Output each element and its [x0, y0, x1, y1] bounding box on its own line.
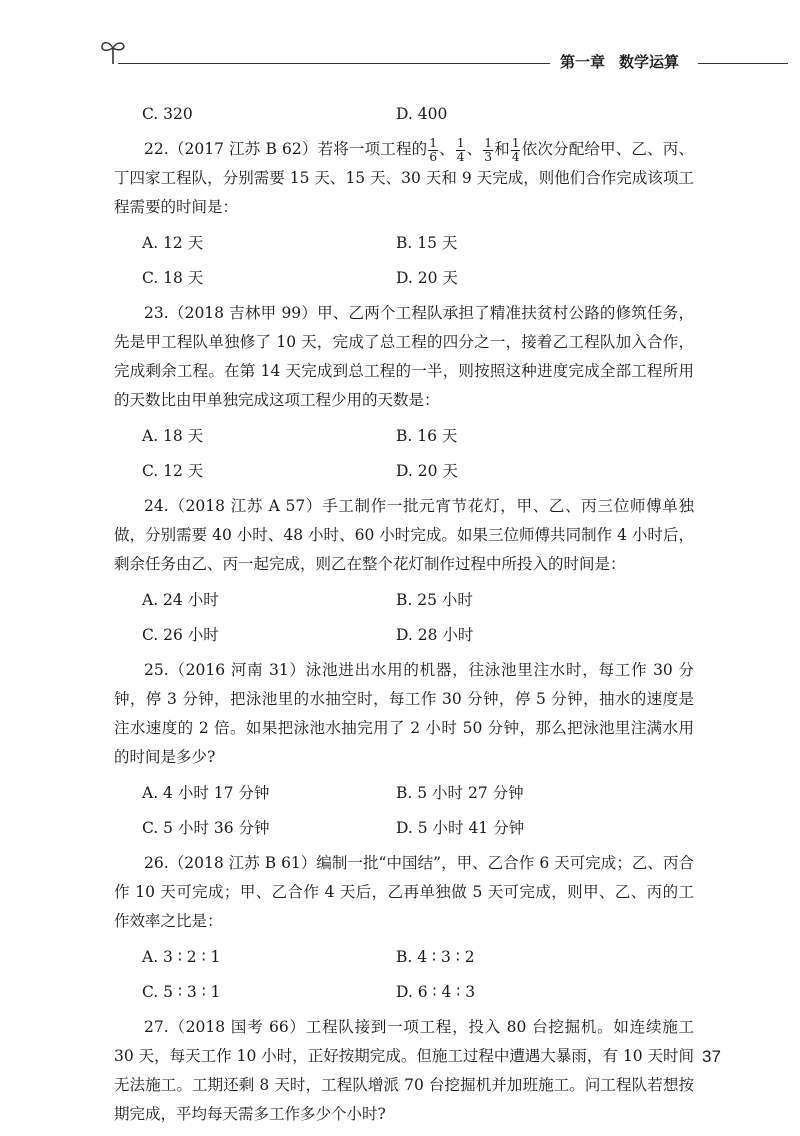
page-content: [114, 100, 694, 1136]
q24-option-c: C. 26 小时: [142, 626, 219, 644]
header-rule-right: [698, 63, 788, 64]
fraction-1-3: $\frac{1}{3}$: [484, 135, 492, 164]
fraction-1-6: $\frac{1}{6}$: [429, 135, 437, 164]
chapter-title: 数学运算: [619, 53, 680, 71]
q22-options-row-2: [114, 264, 694, 292]
q24-option-b: B. 25 小时: [396, 591, 473, 609]
header-rule-left: [118, 63, 550, 64]
question-22: 22.（2017 江苏 B 62）若将一项工程的 $\frac{1}{6}$ 、 $\frac{1}{4}$ 、 $\frac{1}{3}$ 和 $\frac{1}{4}$ 依次分配给甲、乙、丙、丁四家工程队，分别需要 15 天、15 天、30 天和 9 天完成，则他们合作完成该项工程需要的时间是：: [114, 135, 694, 216]
q23-option-a: A. 18 天: [142, 427, 204, 445]
q25-options-row-1: [114, 779, 694, 807]
q21-options-row: [114, 100, 694, 128]
q23-option-d: D. 20 天: [396, 462, 458, 480]
q25-option-d: D. 5 小时 41 分钟: [396, 819, 525, 837]
q26-option-a: A. 3 ∶ 2 ∶ 1: [142, 948, 221, 966]
question-27: 27.（2018 国考 66）工程队接到一项工程，投入 80 台挖掘机。如连续施工 30 天，每天工作 10 小时，正好按期完成。但施工过程中遭遇大暴雨，有 10 天时间无法施工。工期还剩 8 天时，工程队增派 70 台挖掘机并加班施工。问工程队若想按期完成，平均每天需多工作多少个小时?: [114, 1018, 694, 1123]
q22-option-c: C. 18 天: [142, 269, 204, 287]
q24-options-row-1: [114, 586, 694, 614]
q26-option-c: C. 5 ∶ 3 ∶ 1: [142, 983, 221, 1001]
fraction-1-4: $\frac{1}{4}$: [456, 135, 465, 164]
q23-options-row-1: [114, 422, 694, 450]
q25-options-row-2: [114, 814, 694, 842]
q23-option-b: B. 16 天: [396, 427, 458, 445]
question-24: 24.（2018 江苏 A 57）手工制作一批元宵节花灯，甲、乙、丙三位师傅单独做，分别需要 40 小时、48 小时、60 小时完成。如果三位师傅共同制作 4 小时后，剩余任务由乙、丙一起完成，则乙在整个花灯制作过程中所投入的时间是：: [114, 497, 694, 573]
q22-option-b: B. 15 天: [396, 234, 458, 252]
sprout-icon: [98, 36, 128, 66]
q22-prefix: 22.（2017 江苏 B 62）若将一项工程的: [144, 140, 428, 158]
chapter-number: 第一章: [560, 53, 606, 71]
chapter-heading: [560, 51, 693, 72]
q25-option-b: B. 5 小时 27 分钟: [396, 784, 524, 802]
q22-options-row-1: [114, 229, 694, 257]
q26-options-row-2: [114, 978, 694, 1006]
q21-option-d: D. 400: [396, 105, 448, 123]
q24-options-row-2: [114, 621, 694, 649]
question-25: 25.（2016 河南 31）泳池进出水用的机器，往泳池里注水时，每工作 30 分钟，停 3 分钟，把泳池里的水抽空时，每工作 30 分钟，停 5 分钟，抽水的速度是注水速度的 2 倍。如果把泳池水抽完用了 2 小时 50 分钟，那么把泳池里注满水用的时间是多少?: [114, 661, 694, 766]
q26-options-row-1: [114, 943, 694, 971]
page-number: 37: [702, 1047, 721, 1066]
q23-options-row-2: [114, 457, 694, 485]
q21-option-c: C. 320: [142, 105, 193, 123]
q24-option-d: D. 28 小时: [396, 626, 474, 644]
q26-option-d: D. 6 ∶ 4 ∶ 3: [396, 983, 476, 1001]
q25-option-c: C. 5 小时 36 分钟: [142, 819, 270, 837]
page-header: [0, 0, 800, 80]
q23-option-c: C. 12 天: [142, 462, 204, 480]
q25-option-a: A. 4 小时 17 分钟: [142, 784, 270, 802]
question-23: 23.（2018 吉林甲 99）甲、乙两个工程队承担了精准扶贫村公路的修筑任务，先是甲工程队单独修了 10 天，完成了总工程的四分之一，接着乙工程队加入合作，完成剩余工程。在第 14 天完成到总工程的一半，则按照这种进度完成全部工程所用的天数比由甲单独完成这项工程少用的天数是：: [114, 304, 694, 409]
q22-option-a: A. 12 天: [142, 234, 204, 252]
q22-suffix: 依次分配给甲、乙、丙、丁四家工程队，分别需要 15 天、15 天、30 天和 9 天完成，则他们合作完成该项工程需要的时间是：: [114, 140, 694, 216]
q26-option-b: B. 4 ∶ 3 ∶ 2: [396, 948, 475, 966]
q24-option-a: A. 24 小时: [142, 591, 219, 609]
q22-option-d: D. 20 天: [396, 269, 458, 287]
question-26: 26.（2018 江苏 B 61）编制一批“中国结”，甲、乙合作 6 天可完成；乙、丙合作 10 天可完成；甲、乙合作 4 天后，乙再单独做 5 天可完成，则甲、乙、丙的工作效率之比是：: [114, 854, 694, 930]
fraction-1-4-second: $\frac{1}{4}$: [511, 135, 520, 164]
